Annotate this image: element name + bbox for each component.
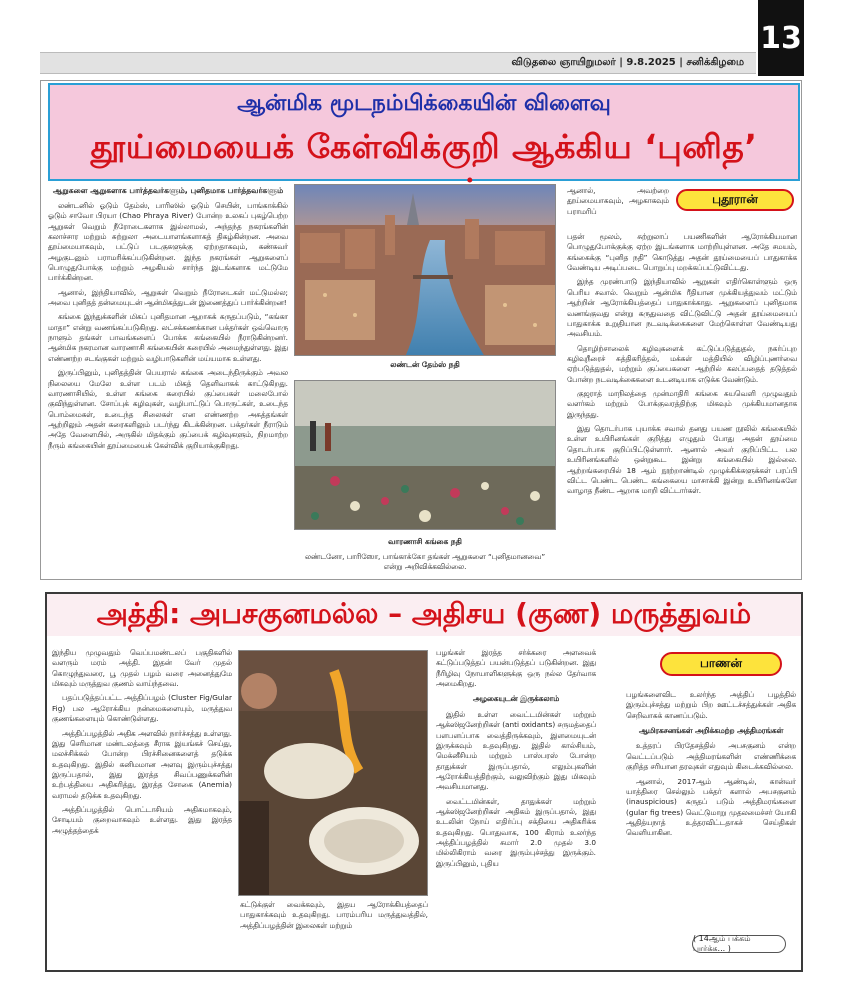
article-2-author: பாணன் bbox=[660, 652, 782, 676]
continued-page-link[interactable]: ( 14ஆம் பக்கம் பார்க்க... ) bbox=[692, 935, 786, 953]
article-2-headline: அத்தி: அபசகுனமல்ல – அதிசய (குண) மருத்துவம் bbox=[47, 594, 801, 636]
article-1-paragraph: லண்டனில் ஓடும் தேம்ஸ், பாரிஸில் ஓடும் செயின், பாங்காக்கில் ஓடும் சாவோ பிரயா (Chao Phraya River) போன்ற உலகப் புகழ்பெற்ற ஆறுகள் வெறும் நீரோடைகளாக இல்லாமல், அந்தந்த நகரங்களின் கலாச்சார மற்றும் சுற்றுலா அடையாளங்களாகத் திகழ்கின்றன. அவை தூய்மையாகவும், பட்டுப் படகுகளுக்கு ஏற்றதாகவும், கண்கவர் அழகுடனும் பராமரிக்கப்படுகின்றன. இந்த நகரங்கள் ஆறுகளைப் பொழுதுபோக்கு மற்றும் அழகியல் சார்ந்த இடங்களாக மட்டுமே பார்க்கின்றன. bbox=[48, 200, 288, 283]
article-2-paragraph: இதில் உள்ள வைட்டமின்கள் மற்றும் ஆக்ஸிஜனேற்றிகள் (anti oxidants) சருமத்தைப் பளபளப்பாக வைத்திருக்கவும், இளமையுடன் இருக்கவும் உதவுகிறது. இதில் கால்சியம், மெக்னீசியம் மற்றும் பாஸ்பரஸ் போன்ற தாதுக்கள் இருப்பதால், எலும்புகளின் ஆரோக்கியத்திற்கும், வலுவிற்கும் இது மிகவும் அவசியமானது. bbox=[436, 709, 596, 792]
article-1-paragraph: இது தொடர்பாக புயாக்க சவால் தனது பயண நூலில் கங்கையில் உள்ள உயிரினங்கள் குறித்து எழுதும் போது அதன் தூய்மை தொடர்பாக குறிப்பிட்டுள்ளார். ஆனால் அவர் குறிப்பிட்ட பல உயிரினங்களில் ஒன்றுகூட இன்று கங்கையில் இல்லை. ஆற்றங்கரையில் 18 ஆம் நூற்றாண்டில் முழுக்கிக்களுக்கள் பரப்பி விட்ட பெண்ட பெண்ட கங்கையை மாசாக்கி இன்று உயிரினங்களே வாழாத நீண்ட ஆறாக மாறி விட்டார்கள். bbox=[567, 424, 797, 496]
article-1-below-photo-text bbox=[296, 552, 554, 576]
article-1-paragraph: கங்கை இந்துக்களின் மிகப் புனிதமான ஆறாகக் கருதப்படும், “கங்கா மாதா” என்று வணங்கப்படுகிறது. லட்சக்கணக்கான பக்தர்கள் ஒவ்வொரு நாளும் தங்கள் பாவங்களைப் போக்க கங்கையில் நீராடுகின்றனர். ஆன்மிக நகரமான வாரணாசி கங்கையின் கரையில் அமைந்துள்ளது. இது எண்ணற்ற சடங்குகள் மற்றும் வழிபாடுகளின் மய்யமாக உள்ளது. bbox=[48, 312, 288, 363]
article-2-paragraph: பதப்படுத்தப்பட்ட அத்திப்பழம் (Cluster Fig/Gular Fig) பல ஆரோக்கிய நன்மைகளையும், மருத்துவ குணங்களையும் கொண்டுள்ளது. bbox=[52, 693, 232, 724]
article-2-paragraph: பழங்களைவிட உலர்ந்த அத்திப் பழத்தில் இரும்புச்சத்து மற்றும் பிற ஊட்டச்சத்துக்கள் அதிக செறிவாகக் காணப்படும். bbox=[626, 690, 796, 720]
ganga-photo bbox=[294, 380, 556, 530]
article-1-paragraph: இருப்பினும், புனிதத்தின் பெயரால் கங்கை அடைந்திருக்கும் அவல நிலையை மேலே உள்ள படம் மிகத் தெளிவாகக் காட்டுகிறது. வாரணாசியில், உள்ள கங்கை கரையில் குப்பைகள் மலைபோல் குவிந்துள்ளன. சோப்புக் கழிவுகள், வழிபாட்டுப் பொருட்கள், உடைந்த பொம்மைகள், உடைந்த சிலைகள் என எண்ணற்ற அசுத்தங்கள் ஆற்றிலும் அதன் கரைகளிலும் படர்ந்து கிடக்கின்றன. பக்தர்கள் நீராடும் அதே வேளையில், அருகில் மிதக்கும் குப்பைக் கழிவுகளும், நிறமாற்ற நீரும் கங்கையின் தூய்மையைக் கேள்விக் குறியாக்குகிறது. bbox=[48, 368, 288, 450]
article-2-column-3 bbox=[626, 690, 796, 930]
article-1-paragraph: பதன் மூலம், சுற்றுலாப் பயணிகளின் ஆரோக்கியமான பொழுதுபோக்குக்கு ஏற்ற இடங்களாக மாற்றியுள்ளன. அதே சமயம், கங்கைக்கு “புனித நதி” கொடுத்து அதன் தூய்மையைப் பாதுகாக்க வேண்டிய அடிப்படை பொறுப்பு மறக்கப்பட்டுவிட்டது. bbox=[567, 232, 797, 273]
article-1-column-1-heading: ஆறுகளை ஆறுகளாக பார்த்தவர்களும், புனிதமாக பார்த்தவர்களும் bbox=[52, 186, 284, 195]
article-1-paragraph: ஆனால், அவற்றை தூய்மையாகவும், அழகாகவும் பராமரிப் bbox=[567, 186, 669, 216]
article-1-paragraph: லண்டனோ, பாரிஸோ, பாங்காக்கோ தங்கள் ஆறுகளை “புனிதமானவை” என்று அறிவிக்கவில்லை. bbox=[304, 552, 546, 572]
article-1-paragraph: ஆனால், இந்தியாவில், ஆறுகள் வெறும் நீரோடைகள் மட்டுமல்ல; அவை புனிதத் தன்மையுடன் ஆன்மிகத்துடன் இணைத்துப் பார்க்கின்றன! bbox=[48, 287, 288, 308]
article-1-author: புதூரான் bbox=[676, 189, 794, 211]
article-2-subhead: ஆமிரகசனங்கள் அறிக்கமற்ற அத்திமரங்கள் bbox=[638, 726, 784, 736]
article-2-column-1 bbox=[52, 648, 232, 968]
page-number: 13 bbox=[758, 0, 804, 76]
article-2-paragraph: ஆனால், 2017ஆம் ஆண்டில், கான்வர் யாத்திரை செல்லும் பக்தர் களால் அபசகுனம் (inauspicious) கருதப் படும் அத்திமரங்களை (gular fig trees) வெட்டுமாறு முதலமைச்சர் யோகி ஆதித்யநாத் உத்தரவிட்டதாகச் செய்திகள் வெளியாகின. bbox=[626, 776, 796, 838]
page-header: விடுதலை ஞாயிறுமலர் | 9.8.2025 | சனிக்கிழமை bbox=[40, 52, 756, 74]
article-2-paragraph: வைட்டமின்கள், தாதுக்கள் மற்றும் ஆக்ஸிஜனேற்றிகள் அதிகம் இருப்பதால், இது உடலின் நோய் எதிர்ப்பு சக்தியை அதிகரிக்க உதவுகிறது. பொதுவாக, 100 கிராம் உலர்ந்த அத்திப்பழத்தில் சுமார் 2.0 முதல் 3.0 மில்லிகிராம் வரை இரும்புச்சத்து இருக்கும். இருப்பினும், புதிய bbox=[436, 796, 596, 868]
article-1-paragraph: தொழிற்சாலைக் கழிவுகளைக் கட்டுப்படுத்துதல், நகர்ப்புற கழிவுநீரைச் சுத்திகரித்தல், மக்கள் மத்தியில் விழிப்புணர்வை ஏற்படுத்துதல், மற்றும் குப்பைகளை ஆற்றில் கலப்பதைத் தடுத்தல் போன்ற நடவடிக்கைகளை உடனடியாக எடுக்க வேண்டும். bbox=[567, 343, 797, 384]
article-2-paragraph: இந்திய முழுவதும் வெப்பமண்டலப் பகுதிகளில் வளரும் மரம் அத்தி. இதன் வேர் முதல் கொழுந்துவரை, பூ முதல் பழம் வரை அனைத்துமே மிகவும் மருத்துவ குணம் வாய்ந்தவை. bbox=[52, 648, 232, 689]
article-2-paragraph: அத்திப்பழத்தில் பொட்டாசியம் அதிகமாகவும், சோடியம் குறைவாகவும் உள்ளது. இது இரத்த அழுத்தத்தைக் bbox=[52, 805, 232, 835]
article-1-column-1 bbox=[48, 186, 288, 576]
article-2-column-2 bbox=[436, 648, 596, 968]
article-1-column-3 bbox=[567, 232, 797, 577]
article-2-below-photo bbox=[240, 900, 428, 968]
fig-photo bbox=[238, 650, 428, 896]
article-1-headline: தூய்மையைக் கேள்விக்குறி ஆக்கிய ‘புனித’ bbox=[90, 127, 758, 166]
article-2-paragraph: பழங்கள் இரத்த சர்க்கரை அளவைக் கட்டுப்படுத்தப் பயன்படுத்தப் படுகின்றன. இது நீரிழிவு நோயாளிகளுக்கு ஒரு நல்ல தேர்வாக அமைகிறது. bbox=[436, 648, 596, 689]
ganga-photo-caption: வாரணாசி கங்கை நதி bbox=[388, 537, 462, 546]
thames-photo bbox=[294, 184, 556, 356]
article-2-subhead: அழகையுடன் இருக்கலாம் bbox=[472, 694, 560, 704]
thames-photo-caption: லண்டன் தேம்ஸ் நதி bbox=[390, 360, 460, 369]
article-2-paragraph: கட்டுக்குள் வைக்கவும், இதய ஆரோக்கியத்தைப் பாதுகாக்கவும் உதவுகிறது. பாரம்பரிய மருத்துவத்தில், அத்திப்பழத்தின் இலைகள் மற்றும் bbox=[240, 900, 428, 930]
article-2-paragraph: அத்திப்பழத்தில் அதிக அளவில் நார்ச்சத்து உள்ளது. இது செரிமான மண்டலத்தை சீராக இயங்கச் செய்து, மலச்சிக்கல் போன்ற பிரச்சினைகளைத் தடுக்க உதவுகிறது. இதில் கனிமமான அளவு இரும்புச்சத்து இருப்பதால், இது இரத்த சிவப்பணுக்களின் உற்பத்தியை அதிகரித்து, இரத்த சோகை (Anemia) வராமல் தடுக்க உதவுகிறது. bbox=[52, 728, 232, 800]
article-2-paragraph: உத்தரப் பிரதேசத்தில் அபசகுனம் என்ற வெட்டப்படும் அத்திமரங்களின் எண்ணிக்கை குறித்த சரியான தரவுகள் எதுவும் கிடைக்கவில்லை. bbox=[626, 741, 796, 772]
article-1-banner bbox=[48, 83, 800, 181]
article-1-kicker: ஆன்மிக மூடநம்பிக்கையின் விளைவு bbox=[237, 91, 611, 116]
article-1-paragraph: குஜராத் மாநிலத்தை முன்மாதிரி கங்கை சுயவெளி முழுவதும் வளர்கம் மற்றும் போக்குவரத்திற்கு மிகவும் முக்கியமானதாக இருந்தது. bbox=[567, 389, 797, 419]
article-1-paragraph: இந்த முரண்பாடு இந்தியாவில் ஆறுகள் எதிர்கொள்ளும் ஒரு பெரிய சவால். வெறும் ஆன்மிக ரீதியான முக்கியத்துவம் மட்டும் ஆற்றின் ஆரோக்கியத்தைப் பாதுகாக்காது. ஆறுகளைப் புனிதமாக வணங்குவது என்று கருதுவதை விட்டுவிட்டு அதன் தூய்மையைப் பாதுகாக்க உறுதியான நடவடிக்கைகளை மேற்கொள்ள வேண்டியது அவசியம். bbox=[567, 277, 797, 339]
article-1-column-3-top bbox=[567, 186, 669, 232]
